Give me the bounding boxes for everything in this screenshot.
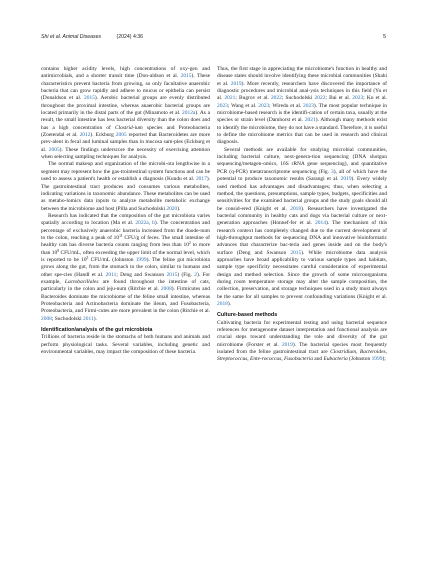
- right-column: [217, 66, 387, 364]
- text-run: CFU/mL (Johnston: [88, 256, 136, 263]
- text-run: ). The gastrointestinal tract produces and consumes various metabolites, indicating variations in taxonomic abundance. These metabolites can be used as metabo-lomics data inputs to analyze metabolite metabolic exchange between the microbiome and host (Pilla and Suchodolski: [41, 176, 210, 212]
- text-run: Several methods are available for studying microbial communities, including bacterial culture, next-genera-tion sequencing (DNA shotgun sequencing/metagen-omics, 16S rRNA gene sequencing), and quantitative PCR (q-PCR) metatranscriptome sequencing (Fig.: [217, 146, 387, 175]
- paragraph: [217, 320, 387, 364]
- citation-link[interactable]: 2019: [340, 176, 352, 183]
- paragraph: [41, 66, 210, 161]
- citation-link[interactable]: 2011: [105, 271, 117, 278]
- text-run: ; Wang et al.: [227, 102, 259, 109]
- citation-link[interactable]: 2015: [84, 95, 95, 102]
- citation-link[interactable]: 2005: [48, 146, 60, 153]
- text-run: ; Suchodolski: [51, 315, 83, 322]
- citation-link[interactable]: 2022a: [135, 220, 149, 227]
- text-run: ). Researchers have investigated the bacterial community in healthy cats and dogs via bacterial culture or next-generation approaches (Honnef-fer et al.: [217, 205, 387, 227]
- citation-link[interactable]: 2018: [290, 205, 302, 212]
- citation-link[interactable]: 2020: [166, 205, 178, 212]
- superscript: 5: [86, 255, 89, 260]
- citation-link[interactable]: 2019: [281, 341, 293, 348]
- citation-link[interactable]: 2021: [304, 117, 316, 124]
- text-run: to more than 10: [41, 242, 210, 256]
- superscript: 11: [119, 233, 123, 238]
- citation-link[interactable]: 2017: [195, 176, 207, 183]
- citation-link[interactable]: 2011: [83, 315, 94, 322]
- text-run: ; Bai et al.: [325, 95, 353, 102]
- text-run: ; Ko et al.: [363, 95, 387, 102]
- citation-link[interactable]: 2008: [160, 286, 172, 293]
- text-run: ; Bugrov et al.: [235, 95, 271, 102]
- citation-link[interactable]: 3: [331, 168, 334, 175]
- citation-link[interactable]: 2012a: [182, 110, 196, 117]
- text-run: ; Suchodolski: [281, 95, 315, 102]
- text-run: Cultivating bacteria for experimental testing and using bacterial sequence references for metagenome dataset interpretation and functional analysis are crucial steps toward understanding the role and diversity of the gut microbiome (Forster et al.: [217, 319, 387, 348]
- text-run: ). These findings underscore the necessity of exercising attention when selecting sampling techniques for analysis.: [41, 146, 210, 161]
- text-run: Research has indicated that the composition of the gut microbiota varies spatially according to location (Ma et al.: [41, 212, 210, 227]
- citation-link[interactable]: 2: [194, 271, 197, 278]
- italic-term: Clostridium, Bacteroides, Streptococcus, Ente-rococcus, Fusobacteria: [217, 349, 387, 363]
- text-run: ). For example,: [41, 271, 211, 285]
- text-run: ). The feline gut microbiota grows along the gut, from the stomach to the colon, similar to humans and other spe-cies (Handl et al.: [41, 256, 210, 278]
- text-run: ). Eckburg: [90, 132, 116, 139]
- paragraph: [217, 147, 387, 309]
- text-run: ; Wiredu et al.: [269, 102, 304, 109]
- text-run: ). Although many methods exist to identify the microbiome, they do not have a standard. Therefore, it is useful to define the microbiome metrics that can be used in research and clinical diagnosis.: [217, 117, 387, 146]
- paragraph: [41, 161, 210, 212]
- section-heading: Identification/analysis of the gut microbiota: [41, 327, 153, 334]
- text-run: ). As a result, the small intestine has less bacterial diversity than the colon does and has a high concentration of: [41, 110, 210, 131]
- text-run: ).: [227, 301, 232, 307]
- text-run: ). Firmicutes and Bacteroides dominate the microbiome of the feline small intestine, whereas Proteobacteria and Actinobacteria dominate the ileum, and Fusobacteria, Proteobacteria, and Firmi-cutes are more prevalent in the colon (Ritchie et al.: [41, 286, 211, 315]
- citation-link[interactable]: 2008: [41, 315, 52, 322]
- citation-link[interactable]: 2022: [270, 95, 282, 102]
- text-run: (Johnston: [347, 356, 372, 363]
- citation-link[interactable]: 2012: [79, 132, 91, 139]
- page-number: 5: [383, 34, 386, 40]
- italic-term: Eubacteria: [323, 356, 348, 363]
- paragraph: [41, 334, 210, 356]
- text-run: and: [312, 356, 324, 363]
- text-run: );: [382, 356, 386, 363]
- citation-link[interactable]: 2015: [290, 249, 302, 256]
- running-header: [41, 32, 386, 42]
- citation-link[interactable]: 2005: [115, 132, 127, 139]
- citation-link[interactable]: 2023: [258, 102, 270, 109]
- text-run: reported that Bacteroidetes are more prev-alent in fecal and luminal samples than in mucosa sam-ples (Eckburg et al.: [41, 132, 210, 153]
- text-run: ). The mechanism of this research context has completely changed due to the current development of high-throughput methods for sequencing DNA and innovative bioinformatic advances that characterize bac-teria and genes inside and on the body's surface (Deng and Swanson: [217, 220, 387, 256]
- italic-term: Lactobacillales: [64, 278, 99, 285]
- text-run: The normal makeup and organization of the microbi-ota lengthwise in a segment may represent how the gas-trointestinal system functions and can be used to assess a patient's health or establish a diagnosis (Kundu et al.: [41, 161, 210, 183]
- text-run: ). The most popular technique in microbiome-based research is the identifi-cation of certain taxa, usually at the species or strain level (Damhorst et al.: [217, 102, 388, 124]
- text-run: ). Aerobic bacterial groups are evenly distributed throughout the proximal intestine, whereas anaerobic bacterial groups are located primarily in the distal parts of the gut (Minamoto et al.: [41, 95, 210, 117]
- citation-link[interactable]: 2021: [224, 95, 236, 102]
- citation-link[interactable]: 2023: [217, 102, 228, 109]
- text-run: ,: [148, 220, 153, 227]
- citation-link[interactable]: 1999: [135, 256, 147, 263]
- superscript: 8: [57, 248, 60, 253]
- citation-link[interactable]: b: [152, 220, 155, 227]
- citation-link[interactable]: 2014: [315, 220, 326, 227]
- citation-link[interactable]: 2022: [314, 95, 326, 102]
- citation-link[interactable]: 2015: [180, 73, 192, 80]
- text-run: ). While microbiome data analysis approaches have broad applicability to various sample types and habitats, sample type specificity necessitates careful consideration of experimental design and method selection. Since the growth of some microorganisms during room temperature storage may alter the sample composition, the collection, preservation, and storage techniques used in a study must always be the same for all samples to prevent confounding variations (Knight et al.: [217, 249, 387, 300]
- text-run: ). The bacterial species most frequently isolated from the feline gastrointestinal tract are: [217, 341, 387, 356]
- journal-name: Shi et al. Animal Diseases: [41, 34, 102, 40]
- citation-link[interactable]: 1999: [371, 356, 383, 363]
- text-run: CFU/g of feces. The small intestine of healthy cats has diverse bacteria counts ranging from less than 10: [41, 234, 210, 249]
- article-citation: (2024) 4:36: [116, 34, 144, 40]
- citation-link[interactable]: 2023: [303, 102, 314, 109]
- citation-link[interactable]: 2015: [166, 271, 178, 278]
- text-run: ), all of which have the potential to produce taxonomic results (Sarangi et al.: [217, 168, 387, 183]
- superscript: 2: [188, 241, 191, 246]
- text-run: Thus, the first stage in appreciating the microbiome's function in healthy and disease states should involve identifying these microbial communities (Shahi et al.: [217, 66, 387, 87]
- citation-link[interactable]: 2019: [230, 80, 242, 87]
- text-run: ). These characteristics prevent bacteria from growing, so only facultative anaerobic bacteria that can grow rapidly and adhere to mucus or epithelia can persist (Donaldson et al.: [41, 73, 210, 102]
- text-run: ; Deng and Swanson: [116, 271, 167, 278]
- left-column: [41, 66, 210, 356]
- text-run: ).: [93, 315, 97, 322]
- text-run: species and Proteobacteria (Zoetendal et al.: [41, 124, 210, 139]
- section-heading: Culture-based methods: [217, 312, 278, 319]
- text-run: ) (Fig.: [177, 271, 195, 278]
- text-run: ). The concentration and percentage of exclusively anaerobic bacteria increased from the duode-num to the colon, reaching a peak of 10: [41, 220, 211, 241]
- text-run: Trillions of bacteria reside in the stomachs of both humans and animals and perform physiological tasks. Several variables, including genetic and environmental variables, may impact the composition of these bacteria.: [41, 334, 210, 356]
- text-run: are found throughout the intestine of cats, particularly in the colon and jeju-num (Ritchie et al.: [41, 278, 210, 293]
- citation-link[interactable]: 2018: [217, 301, 228, 307]
- text-run: ).: [177, 205, 181, 212]
- citation-link[interactable]: 2023: [352, 95, 364, 102]
- paragraph: [217, 66, 387, 147]
- text-run: contains higher acidity levels, high concentrations of oxy-gen and antimicrobials, and a shorter transit time (Don-aldson et al.: [41, 66, 210, 80]
- text-run: CFU/mL, often exceeding the upper limit of the normal level, which is reported to be 10: [41, 249, 210, 263]
- italic-term: Clostrid-ium: [114, 124, 143, 131]
- text-run: ). Every widely used method has advantages and disadvantages; thus, when selecting a method, the questions, presumptions, sample types, budgets, specificities and sensitivities for the examined bacterial groups and the study goals should all be consid-ered (Knight et al.: [217, 176, 388, 212]
- text-run: ). More recently, researchers have discovered the importance of diagnostic procedures and microbial anal-ysis techniques in this field (Yu et al.: [217, 80, 387, 102]
- paragraph: [41, 213, 210, 323]
